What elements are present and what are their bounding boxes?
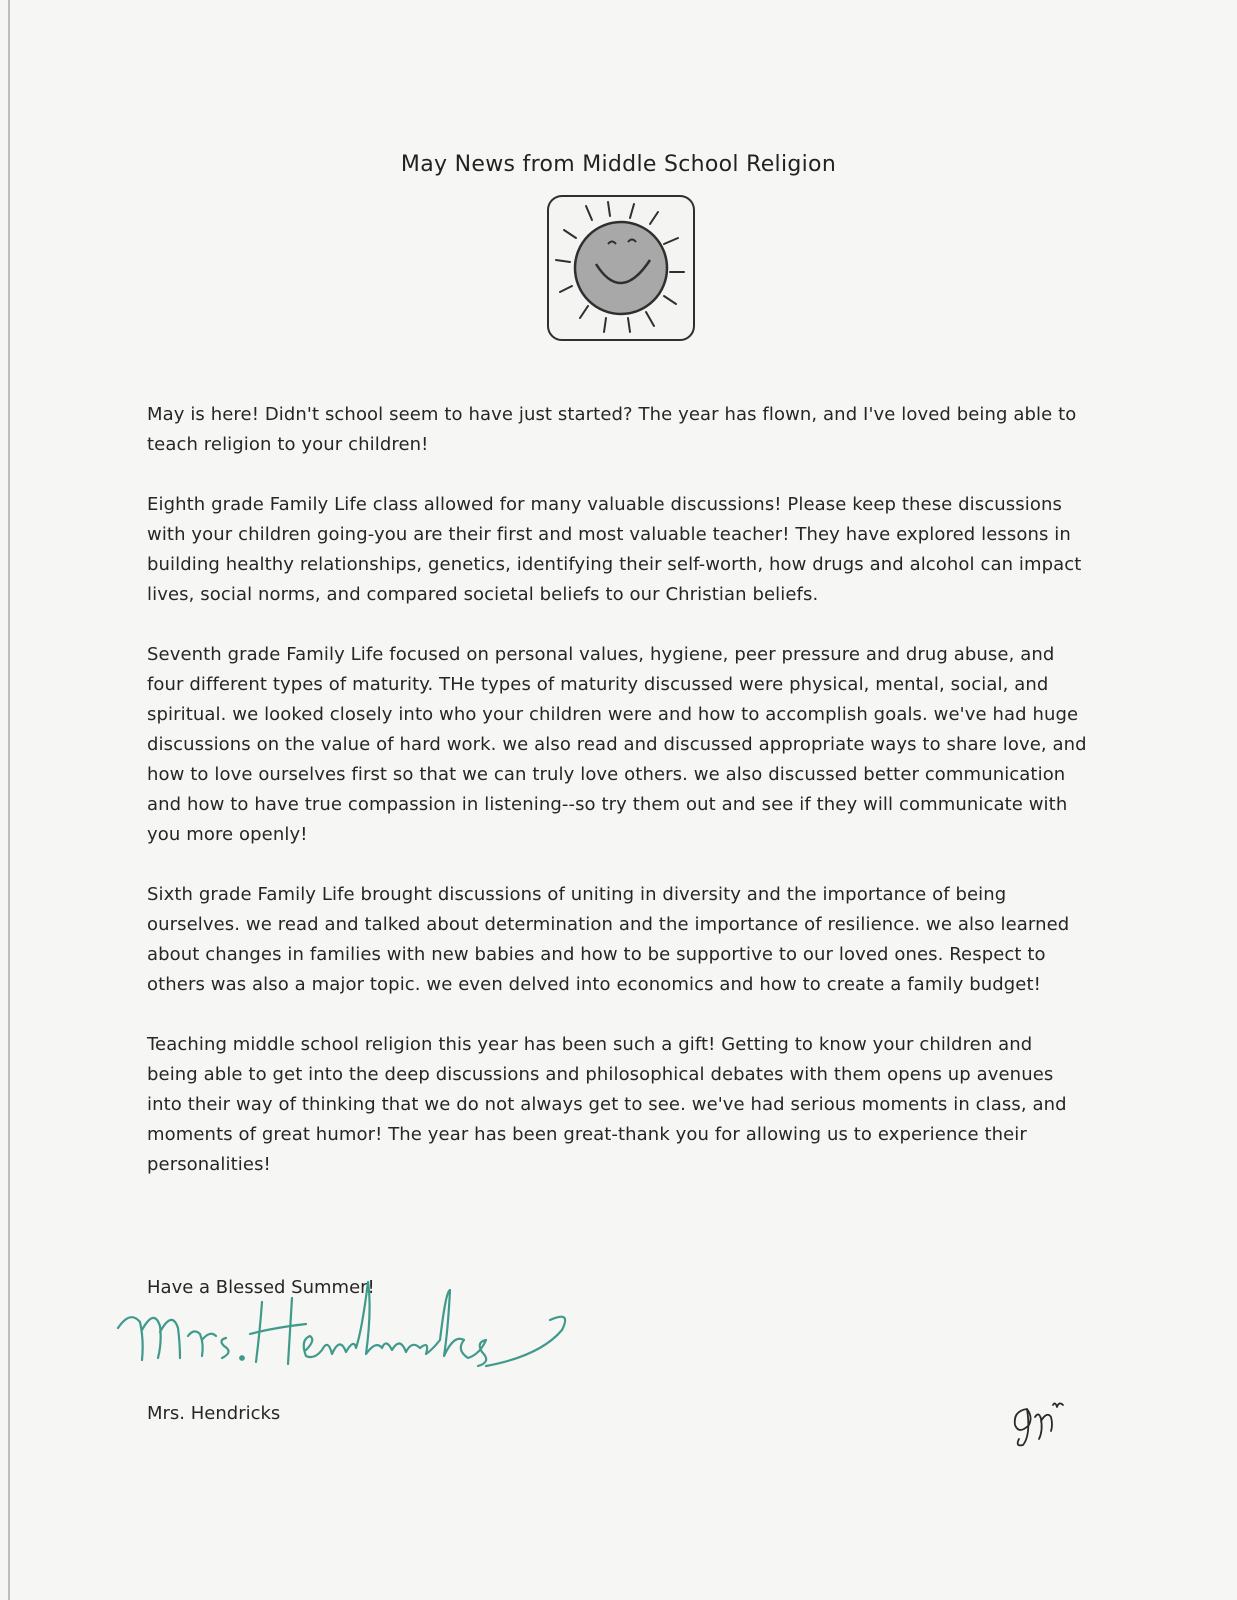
paragraph-eighth-grade: Eighth grade Family Life class allowed for many valuable discussions! Please keep these discussions with your children going-you are their first and most valuable teacher! They have explored lessons in building healthy relationships, genetics, identifying their self-worth, how drugs and alcohol can impact lives, social norms, and compared societal beliefs to our Christian beliefs.	[147, 494, 1082, 605]
page-title: May News from Middle School Religion	[400, 152, 837, 177]
letter-body	[147, 400, 1087, 1210]
paragraph-intro: May is here! Didn't school seem to have just started? The year has flown, and I've loved being able to teach religion to your children!	[147, 404, 1077, 455]
page-edge-shadow	[8, 0, 10, 1600]
paragraph-sixth-grade: Sixth grade Family Life brought discussions of uniting in diversity and the importance of being ourselves. we read and talked about determination and the importance of resilience. we also learned about changes in families with new babies and how to be supportive to our loved ones. Respect to others was also a major topic. we even delved into economics and how to create a family budget!	[147, 884, 1070, 995]
handwritten-signature	[110, 1270, 590, 1380]
closing-line: Have a Blessed Summer!	[147, 1277, 375, 1298]
paragraph-seventh-grade: Seventh grade Family Life focused on personal values, hygiene, peer pressure and drug abuse, and four different types of maturity. THe types of maturity discussed were physical, mental, social, and spiritual. we looked closely into who your children were and how to accomplish goals. we've had huge discussions on the value of hard work. we also read and discussed appropriate ways to share love, and how to love ourselves first so that we can truly love others. we also discussed better communication and how to have true compassion in listening--so try them out and see if they will communicate with you more openly!	[147, 644, 1087, 845]
handwritten-initials-icon	[1005, 1395, 1075, 1450]
printed-name: Mrs. Hendricks	[147, 1403, 281, 1424]
smiling-sun-icon	[546, 194, 696, 342]
paragraph-conclusion: Teaching middle school religion this year has been such a gift! Getting to know your children and being able to get into the deep discussions and philosophical debates with them opens up avenues into their way of thinking that we do not always get to see. we've had serious moments in class, and moments of great humor! The year has been great-thank you for allowing us to experience their personalities!	[147, 1034, 1067, 1175]
